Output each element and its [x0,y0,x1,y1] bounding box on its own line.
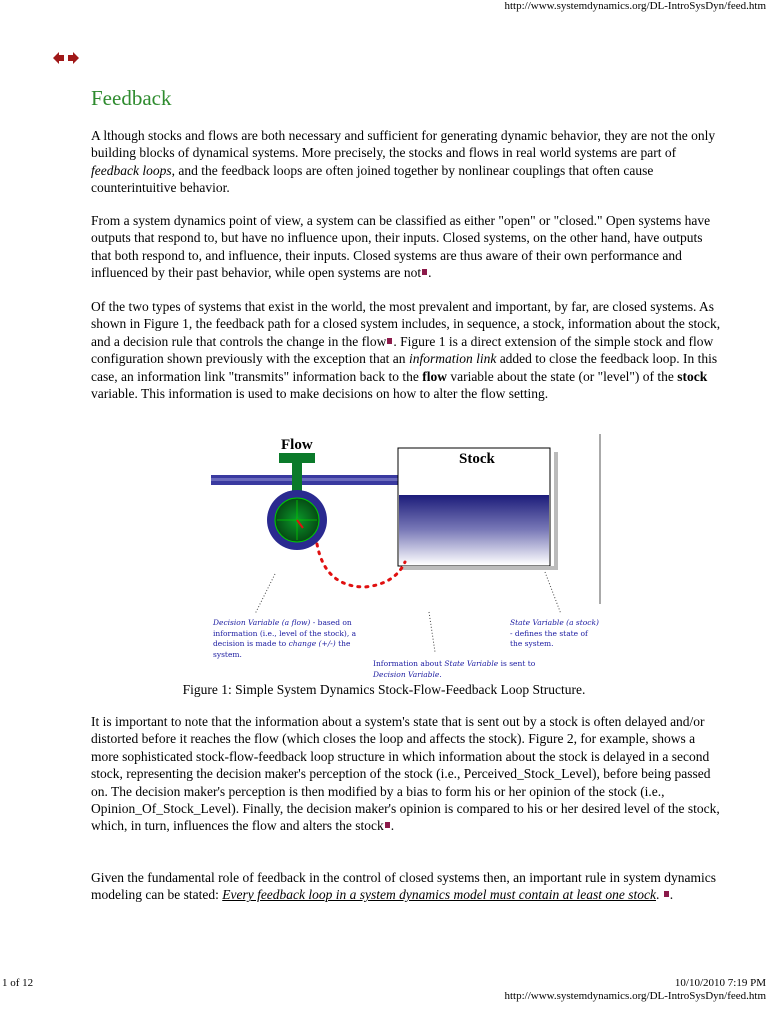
feedback-rule-link[interactable]: Every feedback loop in a system dynamics model must contain at least one stock [222,887,656,903]
figure-caption: Figure 1: Simple System Dynamics Stock-Flow-Feedback Loop Structure. [182,682,586,697]
paragraph-4: It is important to note that the information about a system's state that is sent out by a stock is often delayed and/or distorted before it reaches the flow (which closes the loop and affects the stock). Figure 2, for example, shows a more sophisticated stock-flow-feedback loop structure in which information about the stock is delayed in a second stock, representing the decision maker's perception of the stock (i.e., Perceived_Stock_Level), before being passed on. The decision maker's perception is then modified by a bias to form his or her opinion of the stock (i.e., Opinion_Of_Stock_Level). Finally, the decision maker's opinion is compared to his or her desired level of the stock, which, in turn, influences the flow and alters the stock . [91,714,720,834]
footer-url: http://www.systemdynamics.org/DL-IntroSysDyn/feed.htm [504,990,766,1002]
footer-datetime: 10/10/2010 7:19 PM [674,977,766,989]
stock-label: Stock [459,451,495,467]
paragraph-5: Given the fundamental role of feedback in the control of closed systems then, an important rule in system dynamics modeling can be stated: Every feedback loop in a system dynamics model must contain at least one stock. . [91,870,716,903]
footnote-marker[interactable] [664,891,669,897]
flow-label: Flow [281,437,313,453]
footer-info [504,977,766,1003]
prev-next-arrows-icon[interactable] [52,50,80,66]
annotation-state-variable: State Variable (a stock) - defines the state of the system. [510,618,599,648]
paragraph-3: Of the two types of systems that exist in the world, the most prevalent and important, by far, are closed systems. As shown in Figure 1, the feedback path for a closed system includes, in sequence, a stock, information about the stock, and a decision rule that controls the change in the flow . Figure 1 is a direct extension of the simple stock and flow configuration shown previously with the exception that an information link added to close the feedback loop. In this case, an information link "transmits" information back to the flow variable about the state (or "level") of the stock variable. This information is used to make decisions on how to alter the flow setting. [91,299,721,402]
paragraph-2: From a system dynamics point of view, a system can be classified as either "open" or "closed." Open systems have outputs that respond to, but have no influence upon, their inputs. Closed systems, on the other hand, have outputs that both respond to, and influence, their inputs. Closed systems are thus aware of their own performance and influenced by their past behavior, while open systems are not . [91,213,711,281]
annotation-information: Information about State Variable is sent to Decision Variable. [373,659,536,679]
annotation-decision-variable: Decision Variable (a flow) - based on information (i.e., level of the stock), a decision is made to change (+/-) the system. [213,618,357,659]
figure-1 [205,432,605,680]
footnote-marker[interactable] [387,338,392,344]
footnote-marker[interactable] [385,822,390,828]
header-url: http://www.systemdynamics.org/DL-IntroSysDyn/feed.htm [504,0,766,12]
footnote-marker[interactable] [422,269,427,275]
page-count: 1 of 12 [2,977,34,989]
page-title: Feedback [91,86,172,110]
paragraph-1: A lthough stocks and flows are both necessary and sufficient for generating dynamic behavior, they are not the only building blocks of dynamical systems. More precisely, the stocks and flows in real world systems are part of feedback loops, and the feedback loops are often joined together by nonlinear couplings that often cause counterintuitive behavior. [91,128,716,196]
